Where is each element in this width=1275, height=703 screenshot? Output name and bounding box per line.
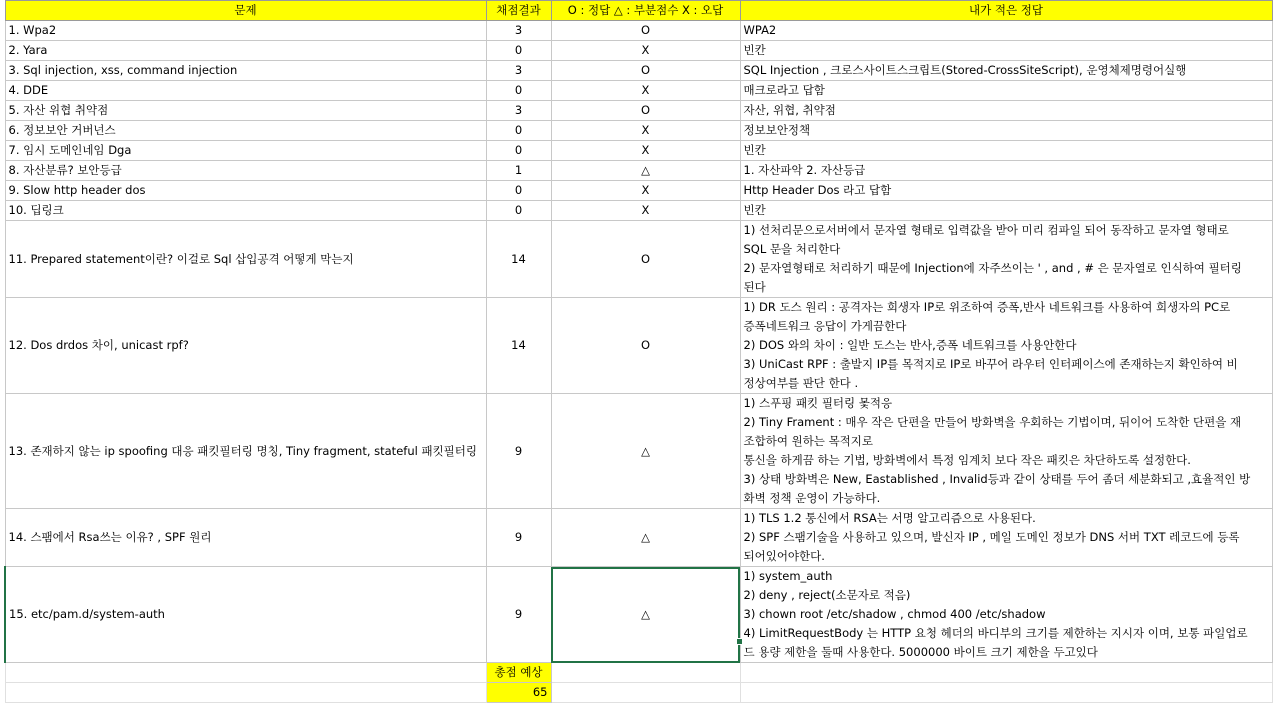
answer-line: 빈칸 [743, 43, 766, 57]
mark-cell[interactable]: X [551, 41, 740, 61]
answer-cell[interactable] [740, 298, 1272, 394]
header-answer[interactable]: 내가 적은 정답 [740, 1, 1272, 21]
answer-line: 드 용량 제한을 둘때 사용한다. 5000000 바이트 크기 제한을 두고있다 [743, 645, 1098, 659]
table-row [5, 121, 1272, 141]
empty-cell[interactable] [5, 683, 486, 703]
answer-line: 조합하여 원하는 목적지로 [743, 434, 874, 448]
mark-cell[interactable]: O [551, 101, 740, 121]
question-cell[interactable]: 6. 정보보안 거버넌스 [5, 121, 486, 141]
answer-line: 1) system_auth [743, 569, 833, 583]
table-row [5, 101, 1272, 121]
header-row [5, 1, 1272, 21]
mark-cell[interactable]: X [551, 141, 740, 161]
mark-cell[interactable]: X [551, 121, 740, 141]
answer-line: 빈칸 [743, 203, 766, 217]
answer-cell[interactable] [740, 221, 1272, 298]
question-cell[interactable]: 11. Prepared statement이란? 이걸로 Sql 삽입공격 어떻게 막는지 [5, 221, 486, 298]
answer-cell[interactable] [740, 101, 1272, 121]
score-cell[interactable]: 0 [486, 41, 551, 61]
question-cell[interactable]: 13. 존재하지 않는 ip spoofing 대응 패킷필터링 명칭, Tiny fragment, stateful 패킷필터링 [5, 394, 486, 509]
mark-cell[interactable]: O [551, 21, 740, 41]
answer-line: 화벽 정책 운영이 가능하다. [743, 491, 881, 505]
question-cell[interactable]: 8. 자산분류? 보안등급 [5, 161, 486, 181]
answer-line: 된다 [743, 280, 766, 294]
answer-line: 4) LimitRequestBody 는 HTTP 요청 헤더의 바디부의 크기를 제한하는 지시자 이며, 보통 파일업로 [743, 626, 1248, 640]
mark-cell[interactable]: △ [551, 394, 740, 509]
answer-line: 정보보안정책 [743, 123, 811, 137]
answer-line: 1) DR 도스 원리 : 공격자는 희생자 IP로 위조하여 증폭,반사 네트워크를 사용하여 희생자의 PC로 [743, 300, 1231, 314]
answer-line: 1) 선처리문으로서버에서 문자열 형태로 입력값을 받아 미리 컴파일 되어 동작하고 문자열 형태로 [743, 223, 1229, 237]
answer-cell[interactable] [740, 21, 1272, 41]
total-label-row [5, 663, 1272, 683]
answer-line: 1) TLS 1.2 통신에서 RSA는 서명 알고리즘으로 사용된다. [743, 511, 1036, 525]
score-cell[interactable]: 0 [486, 121, 551, 141]
score-cell[interactable]: 3 [486, 61, 551, 81]
question-cell[interactable]: 15. etc/pam.d/system-auth [5, 567, 486, 663]
table-row [5, 141, 1272, 161]
mark-cell[interactable]: O [551, 61, 740, 81]
mark-cell[interactable]: △ [551, 509, 740, 567]
answer-line: 3) 상태 방화벽은 New, Eastablished , Invalid등과 같이 상태를 두어 좀더 세분화되고 ,효율적인 방 [743, 472, 1251, 486]
question-cell[interactable]: 1. Wpa2 [5, 21, 486, 41]
answer-line: 1) 스푸핑 패킷 필터링 몿적응 [743, 396, 893, 410]
selection-fill-handle[interactable] [736, 638, 743, 645]
answer-cell[interactable] [740, 509, 1272, 567]
score-cell[interactable]: 1 [486, 161, 551, 181]
answer-line: WPA2 [743, 23, 777, 37]
answer-cell[interactable] [740, 61, 1272, 81]
total-value[interactable]: 65 [486, 683, 551, 703]
score-cell[interactable]: 3 [486, 21, 551, 41]
answer-line: 정상여부를 판단 한다 . [743, 376, 859, 390]
table-row [5, 81, 1272, 101]
mark-cell[interactable]: △ [551, 567, 740, 663]
question-cell[interactable]: 5. 자산 위협 취약점 [5, 101, 486, 121]
total-label[interactable]: 총점 예상 [486, 663, 551, 683]
answer-line: SQL Injection , 크로스사이트스크립트(Stored-CrossSiteScript), 운영체제명령어실행 [743, 63, 1187, 77]
mark-cell[interactable]: O [551, 221, 740, 298]
answer-line: 3) chown root /etc/shadow , chmod 400 /etc/shadow [743, 607, 1046, 621]
answer-line: 2) DOS 와의 차이 : 일반 도스는 반사,증폭 네트워크를 사용안한다 [743, 338, 1077, 352]
table-row [5, 21, 1272, 41]
header-question[interactable]: 문제 [5, 1, 486, 21]
question-cell[interactable]: 12. Dos drdos 차이, unicast rpf? [5, 298, 486, 394]
answer-line: 통신을 하게끔 하는 기법, 방화벽에서 특정 임계치 보다 작은 패킷은 차단하도록 설정한다. [743, 453, 1191, 467]
table-row [5, 201, 1272, 221]
answer-cell[interactable] [740, 161, 1272, 181]
mark-cell[interactable]: X [551, 81, 740, 101]
answer-line: 증폭네트워크 응답이 가게끔한다 [743, 319, 907, 333]
table-row [5, 567, 1272, 663]
table-row [5, 298, 1272, 394]
answer-cell[interactable] [740, 181, 1272, 201]
table-row [5, 61, 1272, 81]
empty-cell[interactable] [5, 663, 486, 683]
table-row [5, 509, 1272, 567]
answer-line: 매크로라고 답함 [743, 83, 825, 97]
question-cell[interactable]: 14. 스팸에서 Rsa쓰는 이유? , SPF 원리 [5, 509, 486, 567]
question-cell[interactable]: 3. Sql injection, xss, command injection [5, 61, 486, 81]
answer-line: 2) Tiny Frament : 매우 작은 단편을 만들어 방화벽을 우회하는 기법이며, 뒤이어 도착한 단편을 재 [743, 415, 1242, 429]
header-score[interactable]: 채점결과 [486, 1, 551, 21]
header-mark[interactable]: O : 정답 △ : 부분점수 X : 오답 [551, 1, 740, 21]
question-cell[interactable]: 2. Yara [5, 41, 486, 61]
answer-line: 2) SPF 스팸기술을 사용하고 있으며, 발신자 IP , 메일 도메인 정보가 DNS 서버 TXT 레코드에 등록 [743, 530, 1240, 544]
score-cell[interactable]: 0 [486, 141, 551, 161]
question-cell[interactable]: 4. DDE [5, 81, 486, 101]
table-row [5, 161, 1272, 181]
answer-line: SQL 문을 처리한다 [743, 242, 841, 256]
table-row [5, 221, 1272, 298]
total-value-row [5, 683, 1272, 703]
score-cell[interactable]: 9 [486, 394, 551, 509]
table-row [5, 394, 1272, 509]
table-row [5, 41, 1272, 61]
answer-cell[interactable] [740, 394, 1272, 509]
answer-cell[interactable] [740, 121, 1272, 141]
answer-line: Http Header Dos 라고 답함 [743, 183, 892, 197]
empty-cell[interactable] [551, 663, 740, 683]
score-cell[interactable]: 14 [486, 298, 551, 394]
answer-line: 2) deny , reject(소문자로 적음) [743, 588, 911, 602]
table-row [5, 181, 1272, 201]
question-cell[interactable]: 7. 임시 도메인네임 Dga [5, 141, 486, 161]
score-cell[interactable]: 0 [486, 201, 551, 221]
score-cell[interactable]: 3 [486, 101, 551, 121]
answer-cell[interactable] [740, 567, 1272, 663]
answer-line: 되어있어야한다. [743, 549, 825, 563]
score-cell[interactable]: 14 [486, 221, 551, 298]
mark-cell[interactable]: X [551, 181, 740, 201]
mark-cell[interactable]: △ [551, 161, 740, 181]
answer-line: 1. 자산파악 2. 자산등급 [743, 163, 866, 177]
score-cell[interactable]: 0 [486, 181, 551, 201]
answer-cell[interactable] [740, 201, 1272, 221]
score-cell[interactable]: 0 [486, 81, 551, 101]
answer-line: 빈칸 [743, 143, 766, 157]
score-cell[interactable]: 9 [486, 567, 551, 663]
answer-cell[interactable] [740, 141, 1272, 161]
score-cell[interactable]: 9 [486, 509, 551, 567]
answer-line: 자산, 위협, 취약점 [743, 103, 836, 117]
empty-cell[interactable] [740, 663, 1272, 683]
question-cell[interactable]: 9. Slow http header dos [5, 181, 486, 201]
answer-cell[interactable] [740, 81, 1272, 101]
answer-cell[interactable] [740, 41, 1272, 61]
question-cell[interactable]: 10. 딥링크 [5, 201, 486, 221]
answer-line: 2) 문자열형태로 처리하기 때문에 Injection에 자주쓰이는 ' , and , # 은 문자열로 인식하여 필터링 [743, 261, 1242, 275]
empty-cell[interactable] [551, 683, 740, 703]
mark-cell[interactable]: X [551, 201, 740, 221]
empty-cell[interactable] [740, 683, 1272, 703]
mark-cell[interactable]: O [551, 298, 740, 394]
answer-line: 3) UniCast RPF : 출발지 IP를 목적지로 IP로 바꾸어 라우터 인터페이스에 존재하는지 확인하여 비 [743, 357, 1238, 371]
spreadsheet-grid [4, 0, 1273, 703]
